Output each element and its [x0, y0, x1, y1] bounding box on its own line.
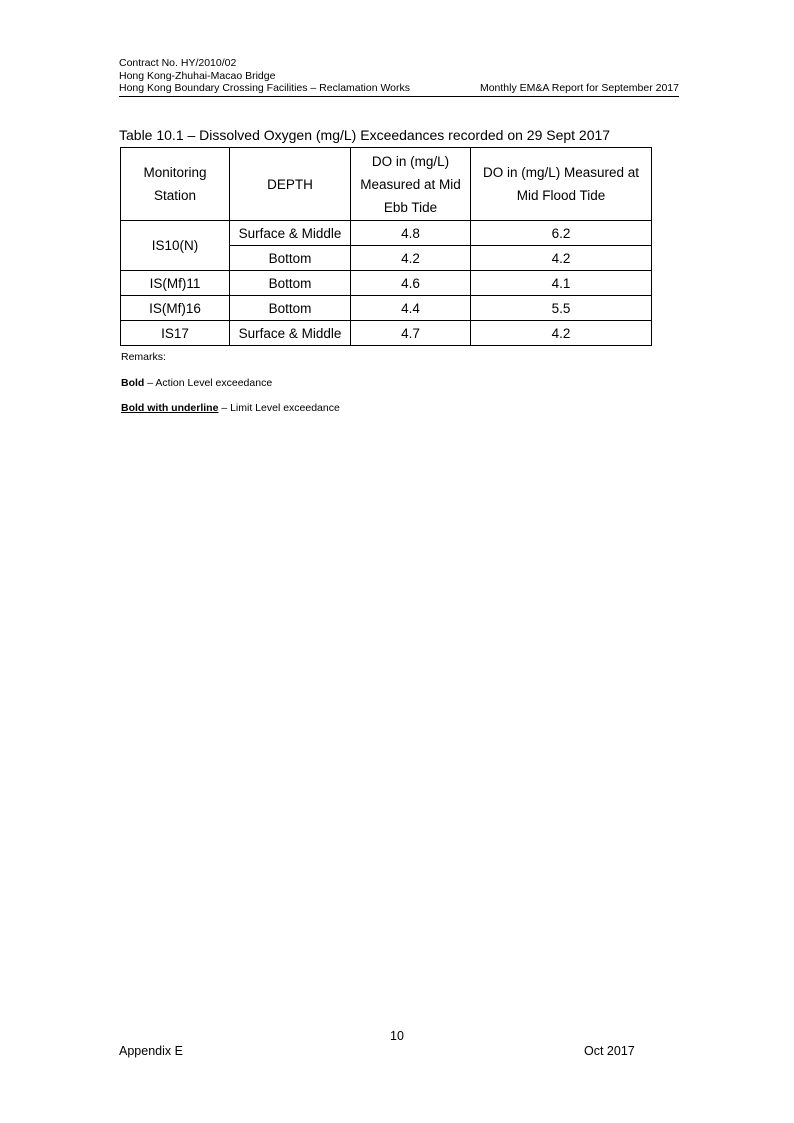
- flood-value-cell: 6.2: [471, 221, 652, 246]
- flood-value-cell: 4.2: [471, 321, 652, 346]
- station-cell: IS10(N): [121, 221, 230, 271]
- footer-date: Oct 2017: [584, 1044, 635, 1058]
- remark-action-level: [121, 377, 272, 389]
- remark-limit-bold: Bold with underline: [121, 402, 219, 414]
- ebb-value-cell: 4.2: [351, 246, 471, 271]
- header-monitoring-station: Monitoring Station: [121, 148, 230, 221]
- remark-limit-level: [121, 402, 340, 414]
- header-ebb-tide: DO in (mg/L) Measured at Mid Ebb Tide: [351, 148, 471, 221]
- table-caption: Table 10.1 – Dissolved Oxygen (mg/L) Exceedances recorded on 29 Sept 2017: [119, 127, 611, 143]
- ebb-value-cell: 4.4: [351, 296, 471, 321]
- page-number: 10: [390, 1029, 404, 1043]
- table-row: [121, 321, 652, 346]
- ebb-value-cell: 4.8: [351, 221, 471, 246]
- ebb-value-cell: 4.6: [351, 271, 471, 296]
- page-header: [119, 57, 679, 97]
- table-row: [121, 221, 652, 246]
- project-name: Hong Kong-Zhuhai-Macao Bridge: [119, 69, 276, 82]
- flood-value-cell: 4.1: [471, 271, 652, 296]
- flood-value-cell: 5.5: [471, 296, 652, 321]
- remark-action-bold: Bold: [121, 377, 145, 389]
- depth-cell: Bottom: [230, 271, 351, 296]
- station-cell: IS17: [121, 321, 230, 346]
- depth-cell: Surface & Middle: [230, 321, 351, 346]
- remark-action-text: – Action Level exceedance: [144, 377, 273, 389]
- depth-cell: Bottom: [230, 246, 351, 271]
- station-cell: IS(Mf)11: [121, 271, 230, 296]
- depth-cell: Surface & Middle: [230, 221, 351, 246]
- station-cell: IS(Mf)16: [121, 296, 230, 321]
- ebb-value-cell: 4.7: [351, 321, 471, 346]
- contract-number: Contract No. HY/2010/02: [119, 57, 237, 69]
- footer-appendix: Appendix E: [119, 1044, 183, 1058]
- table-row: [121, 296, 652, 321]
- header-row: [119, 82, 679, 95]
- report-title: Monthly EM&A Report for September 2017: [479, 82, 679, 94]
- remark-limit-text: – Limit Level exceedance: [218, 402, 340, 414]
- depth-cell: Bottom: [230, 296, 351, 321]
- flood-value-cell: 4.2: [471, 246, 652, 271]
- do-exceedance-table: [120, 147, 652, 346]
- remarks-title: Remarks:: [121, 351, 166, 363]
- header-flood-tide: DO in (mg/L) Measured at Mid Flood Tide: [471, 148, 652, 221]
- table-row: [121, 271, 652, 296]
- table-header-row: [121, 148, 652, 221]
- facility-name: Hong Kong Boundary Crossing Facilities – Reclamation Works: [119, 82, 411, 94]
- header-depth: DEPTH: [230, 148, 351, 221]
